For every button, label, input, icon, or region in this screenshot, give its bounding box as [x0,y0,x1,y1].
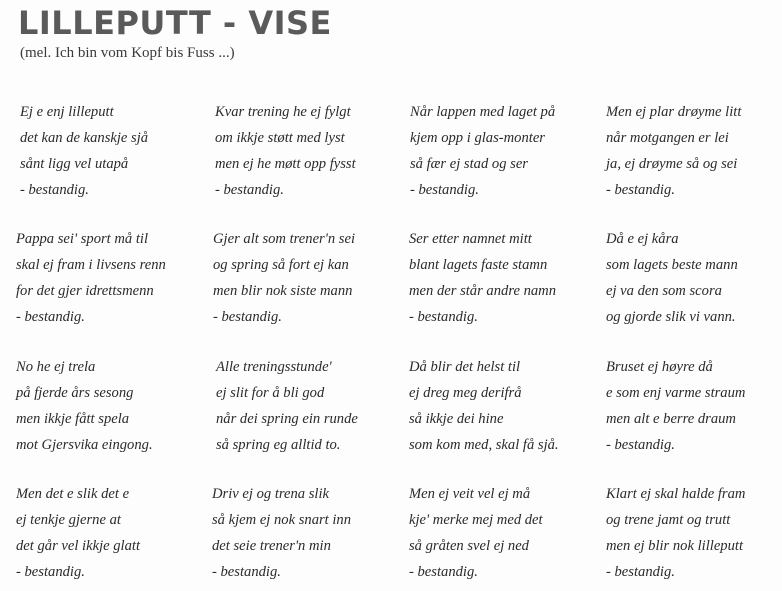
verse-line: så kjem ej nok snart inn [212,512,352,528]
verse-line: Ser etter namnet mitt [409,231,532,247]
verse-line: ej tenkje gjerne at [16,512,121,528]
verse-line: så fær ej stad og ser [410,156,528,172]
verse-line: No he ej trela [16,359,96,375]
song-title: LILLEPUTT - VISE [18,4,332,42]
verse-line: det kan de kanskje sjå [20,130,149,146]
verse-line: mot Gjersvika eingong. [16,437,153,453]
verse-line: så spring eg alltid to. [216,437,341,453]
verse-line: Men ej veit vel ej må [409,486,531,502]
melody-note: (mel. Ich bin vom Kopf bis Fuss ...) [20,45,235,61]
verse-13 [16,481,201,585]
verse-line: om ikkje støtt med lyst [215,130,345,146]
verse-line: det går vel ikkje glatt [16,538,141,554]
verse-line: - bestandig. [410,182,479,198]
verse-line: men ikkje fått spela [16,411,130,427]
verse-line: - bestandig. [16,309,85,325]
verse-line: så gråten svel ej ned [409,538,529,554]
verse-line: som lagets beste mann [606,257,738,273]
verse-line: ej va den som scora [606,283,722,299]
verse-5 [16,226,201,330]
verse-line: som kom med, skal få sjå. [409,437,559,453]
verse-line: Driv ej og trena slik [212,486,329,502]
verse-line: men alt e berre draum [606,411,736,427]
verse-line: Pappa sei' sport må til [16,231,149,247]
verse-line: men blir nok siste mann [213,283,353,299]
verse-line: Då e ej kåra [606,231,679,247]
verse-line: Kvar trening he ej fylgt [215,104,351,120]
verse-line: ej slit for å bli god [216,385,325,401]
verse-line: - bestandig. [606,182,675,198]
verse-line: blant lagets faste stamn [409,257,548,273]
verse-10 [216,354,401,458]
verse-3 [410,99,595,203]
verse-line: og trene jamt og trutt [606,512,731,528]
verse-line: Då blir det helst til [409,359,521,375]
verse-line: - bestandig. [16,564,85,580]
verse-2 [215,99,400,203]
verse-16 [606,481,782,585]
verse-line: - bestandig. [606,437,675,453]
verse-line: på fjerde års sesong [16,385,134,401]
verse-line: ej dreg meg derifrå [409,385,522,401]
verse-line: men ej blir nok lilleputt [606,538,743,554]
verse-line: - bestandig. [409,309,478,325]
verse-6 [213,226,398,330]
verse-line: e som enj varme straum [606,385,746,401]
verse-12 [606,354,782,458]
verse-4 [606,99,782,203]
verse-line: men der står andre namn [409,283,557,299]
verse-line: - bestandig. [215,182,284,198]
verse-line: - bestandig. [409,564,478,580]
verse-line: og gjorde slik vi vann. [606,309,736,325]
verse-line: - bestandig. [20,182,89,198]
verse-line: når dei spring ein runde [216,411,358,427]
verse-line: Klart ej skal halde fram [606,486,746,502]
verse-line: - bestandig. [212,564,281,580]
verse-1 [20,99,205,203]
verse-line: kje' merke mej med det [409,512,543,528]
verse-line: skal ej fram i livsens renn [16,257,166,273]
verse-9 [16,354,201,458]
verse-14 [212,481,397,585]
verse-7 [409,226,594,330]
verse-line: men ej he møtt opp fysst [215,156,356,172]
verse-11 [409,354,594,458]
verse-line: så ikkje dei hine [409,411,504,427]
verse-8 [606,226,782,330]
verse-line: - bestandig. [606,564,675,580]
verse-line: Men ej plar drøyme litt [606,104,742,120]
verse-line: når motgangen er lei [606,130,729,146]
verse-line: for det gjer idrettsmenn [16,283,154,299]
verse-line: Alle treningsstunde' [216,359,332,375]
verse-line: sånt ligg vel utapå [20,156,129,172]
verse-line: Ej e enj lilleputt [20,104,114,120]
verse-line: - bestandig. [213,309,282,325]
verse-line: Bruset ej høyre då [606,359,713,375]
verse-line: Når lappen med laget på [410,104,556,120]
verse-line: Gjer alt som trener'n sei [213,231,356,247]
verse-line: ja, ej drøyme så og sei [606,156,738,172]
verse-line: det seie trener'n min [212,538,331,554]
verse-15 [409,481,594,585]
verse-line: og spring så fort ej kan [213,257,349,273]
verse-line: Men det e slik det e [16,486,130,502]
verse-line: kjem opp i glas-monter [410,130,545,146]
